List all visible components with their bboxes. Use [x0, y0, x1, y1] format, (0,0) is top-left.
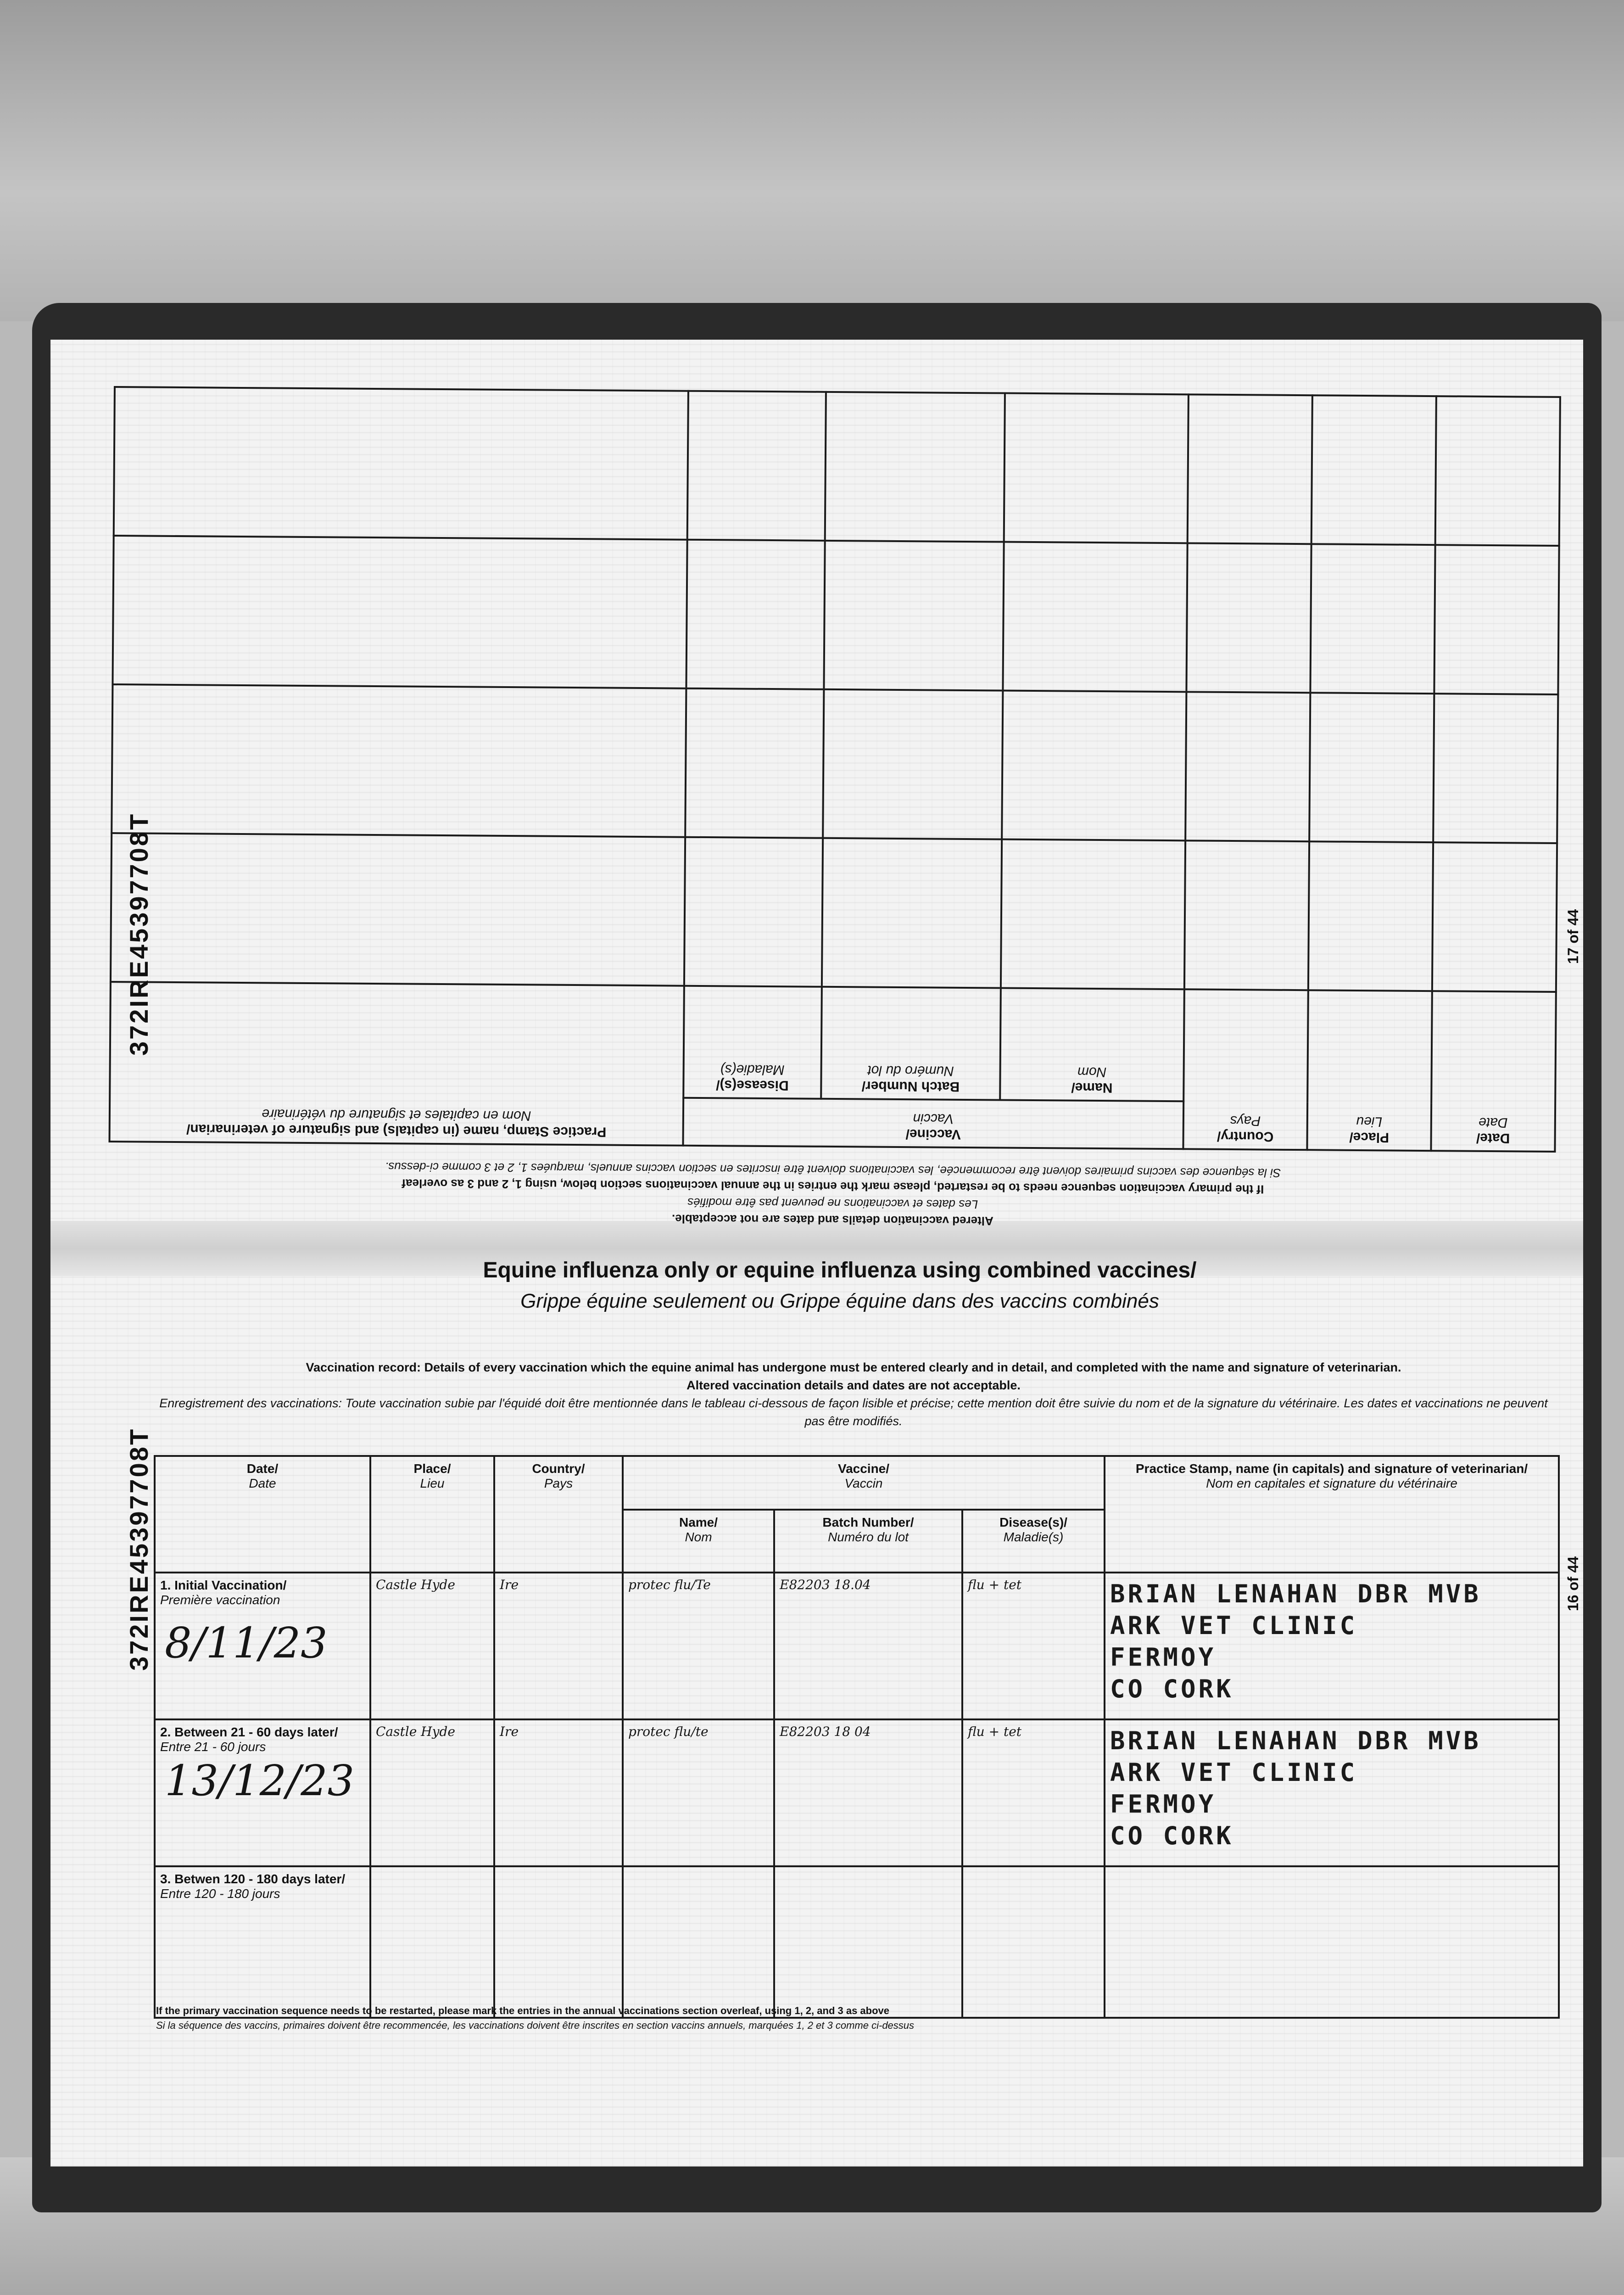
row-2-country: Ire [494, 1719, 623, 1866]
row-3-disease [962, 1866, 1105, 2018]
footer-text-en: If the primary vaccination sequence needs to be restarted, please mark the entries in the annual vaccinations section overleaf, using 1, 2, and 3 as above [156, 2005, 890, 2016]
upper-cell [1186, 543, 1311, 693]
row-2-label-fr: Entre 21 - 60 jours [160, 1740, 266, 1754]
upper-cell [1004, 393, 1189, 543]
row-2-date: 13/12/23 [165, 1756, 355, 1805]
scan-background-top [0, 0, 1624, 321]
upper-header-country: Country/ Pays [1183, 990, 1308, 1150]
upper-cell [685, 688, 824, 838]
row-1-place: Castle Hyde [370, 1573, 494, 1719]
upper-note-fr: Si la séquence des vaccins primaires doivent être recommencée, les vaccinations doivent être inscrites en section vaccins annuels, marquées 1, 2 et 3 comme ci-dessus. [385, 1159, 1281, 1180]
record-text-fr: Enregistrement des vaccinations: Toute vaccination subie par l'équidé doit être mentionnée dans le tableau ci-dessous de façon lisible et précise; cette mention doit être suivie du nom et de la signature du vétérinaire. Les dates et vaccinations ne peuvent pas être modifiés. [159, 1396, 1548, 1428]
upper-page-note [110, 1156, 1556, 1233]
upper-header-row [110, 1094, 1556, 1152]
lower-header-batch: Batch Number/ Numéro du lot [774, 1510, 962, 1573]
upper-empty-row [112, 536, 1559, 694]
row-1-stamp-cell [1105, 1573, 1559, 1719]
upper-cell [114, 387, 688, 540]
upper-header-batch: Batch Number/ Numéro du lot [821, 987, 1001, 1100]
record-text-en: Vaccination record: Details of every vaccination which the equine animal has undergone must be entered clearly and in detail, and completed with the name and signature of veterinarian. [306, 1360, 1401, 1374]
vaccination-row-3 [155, 1866, 1559, 2018]
row-2-place: Castle Hyde [370, 1719, 494, 1866]
row-2-batch: E82203 18 04 [774, 1719, 962, 1866]
row-2-label: 2. Between 21 - 60 days later/ [160, 1725, 338, 1739]
record-altered-en: Altered vaccination details and dates are not acceptable. [686, 1378, 1021, 1393]
upper-cell [687, 391, 826, 541]
upper-cell [825, 392, 1005, 542]
lower-vaccination-table [154, 1455, 1560, 2019]
upper-cell [823, 689, 1003, 840]
upper-cell [1435, 397, 1560, 546]
upper-cell [1184, 841, 1309, 991]
upper-cell [112, 684, 686, 837]
row-1-date: 8/11/23 [165, 1618, 328, 1668]
upper-header-place: Place/ Lieu [1307, 991, 1432, 1151]
upper-cell [824, 541, 1004, 691]
row-1-date-cell [155, 1573, 370, 1719]
lower-vaccination-section [154, 1455, 1560, 2019]
upper-cell [112, 536, 687, 688]
upper-header-vaccine: Vaccine/ Vaccin [683, 1098, 1183, 1149]
lower-title-fr: Grippe équine seulement ou Grippe équine dans des vaccins combinés [520, 1290, 1159, 1312]
upper-cell [1309, 693, 1434, 843]
upper-header-disease: Disease(s)/ Maladie(s) [683, 986, 822, 1099]
row-3-batch [774, 1866, 962, 2018]
upper-cell [684, 837, 823, 987]
upper-page-rotated [110, 454, 1561, 1244]
upper-altered-fr: Les dates et vaccinations ne peuvent pas être modifiés [687, 1195, 978, 1211]
row-1-vet-stamp: BRIAN LENAHAN DBR MVB ARK VET CLINIC FERMOY CO CORK [1110, 1579, 1481, 1704]
row-1-country: Ire [494, 1573, 623, 1719]
upper-cell [1434, 545, 1559, 695]
row-2-date-cell [155, 1719, 370, 1866]
row-1-label: 1. Initial Vaccination/ [160, 1578, 287, 1592]
lower-title-en: Equine influenza only or equine influenza using combined vaccines/ [483, 1258, 1197, 1282]
row-3-label-fr: Entre 120 - 180 jours [160, 1886, 280, 1901]
row-3-country [494, 1866, 623, 2018]
vaccination-record-instructions [156, 1359, 1551, 1431]
upper-vaccination-table [108, 386, 1561, 1153]
upper-cell [1310, 544, 1435, 694]
footer-text-fr: Si la séquence des vaccins, primaires doivent être recommencée, les vaccinations doivent être inscrites en section vaccins annuels, marquées 1, 2 et 3 comme ci-dessus [156, 2019, 915, 2031]
upper-cell [111, 833, 685, 986]
row-1-label-fr: Première vaccination [160, 1593, 280, 1607]
lower-header-vaccine: Vaccine/ Vaccin [623, 1456, 1105, 1510]
row-3-stamp-cell [1105, 1866, 1559, 2018]
lower-header-date: Date/ Date [155, 1456, 370, 1573]
upper-cell [1003, 542, 1187, 692]
row-3-place [370, 1866, 494, 2018]
lower-header-place: Place/ Lieu [370, 1456, 494, 1573]
upper-cell [1433, 694, 1558, 844]
lower-page-number: 16 of 44 [1565, 1556, 1581, 1611]
lower-footer-note [156, 2004, 914, 2033]
row-2-vet-stamp: BRIAN LENAHAN DBR MVB ARK VET CLINIC FERMOY CO CORK [1110, 1726, 1481, 1851]
lower-document-id: 372IRE45397708T [124, 1427, 153, 1671]
upper-note-en: If the primary vaccination sequence needs to be restarted, please mark the entries in the annual vaccinations section below, using 1, 2 and 3 as overleaf [402, 1176, 1264, 1197]
upper-cell [1308, 842, 1433, 991]
upper-cell [822, 838, 1002, 988]
lower-header-name: Name/ Nom [623, 1510, 774, 1573]
row-1-batch: E82203 18.04 [774, 1573, 962, 1719]
upper-header-date: Date/ Date [1431, 991, 1556, 1152]
upper-header-stamp: Practice Stamp, name (in capitals) and signature of veterinarian/ Nom en capitales et signature du vétérinaire [110, 982, 684, 1146]
upper-empty-row [112, 684, 1558, 843]
vaccination-row-2 [155, 1719, 1559, 1866]
upper-cell [686, 540, 825, 689]
upper-header-name: Name/ Nom [1000, 988, 1184, 1102]
upper-empty-row [111, 833, 1557, 992]
lower-header-stamp: Practice Stamp, name (in capitals) and signature of veterinarian/ Nom en capitales et signature du vétérinaire [1105, 1456, 1559, 1573]
row-2-vaccine-name: protec flu/te [623, 1719, 774, 1866]
upper-cell [1188, 395, 1312, 544]
upper-page-number: 17 of 44 [1565, 909, 1581, 964]
lower-header-country: Country/ Pays [494, 1456, 623, 1573]
upper-empty-row [114, 387, 1560, 546]
upper-cell [1002, 691, 1186, 841]
row-1-disease: flu + tet [962, 1573, 1105, 1719]
row-1-vaccine-name: protec flu/Te [623, 1573, 774, 1719]
upper-document-id: 372IRE45397708T [124, 812, 153, 1056]
vaccination-row-1 [155, 1573, 1559, 1719]
row-3-vaccine-name [623, 1866, 774, 2018]
upper-cell [1432, 843, 1557, 992]
upper-cell [1311, 396, 1436, 545]
row-2-disease: flu + tet [962, 1719, 1105, 1866]
upper-cell [1185, 692, 1310, 842]
row-3-label: 3. Betwen 120 - 180 days later/ [160, 1872, 346, 1886]
upper-cell [1001, 840, 1185, 990]
lower-header-row [155, 1456, 1559, 1510]
row-2-stamp-cell [1105, 1719, 1559, 1866]
row-3-date-cell [155, 1866, 370, 2018]
lower-header-disease: Disease(s)/ Maladie(s) [962, 1510, 1105, 1573]
upper-altered-en: Altered vaccination details and dates are not acceptable. [671, 1212, 993, 1228]
